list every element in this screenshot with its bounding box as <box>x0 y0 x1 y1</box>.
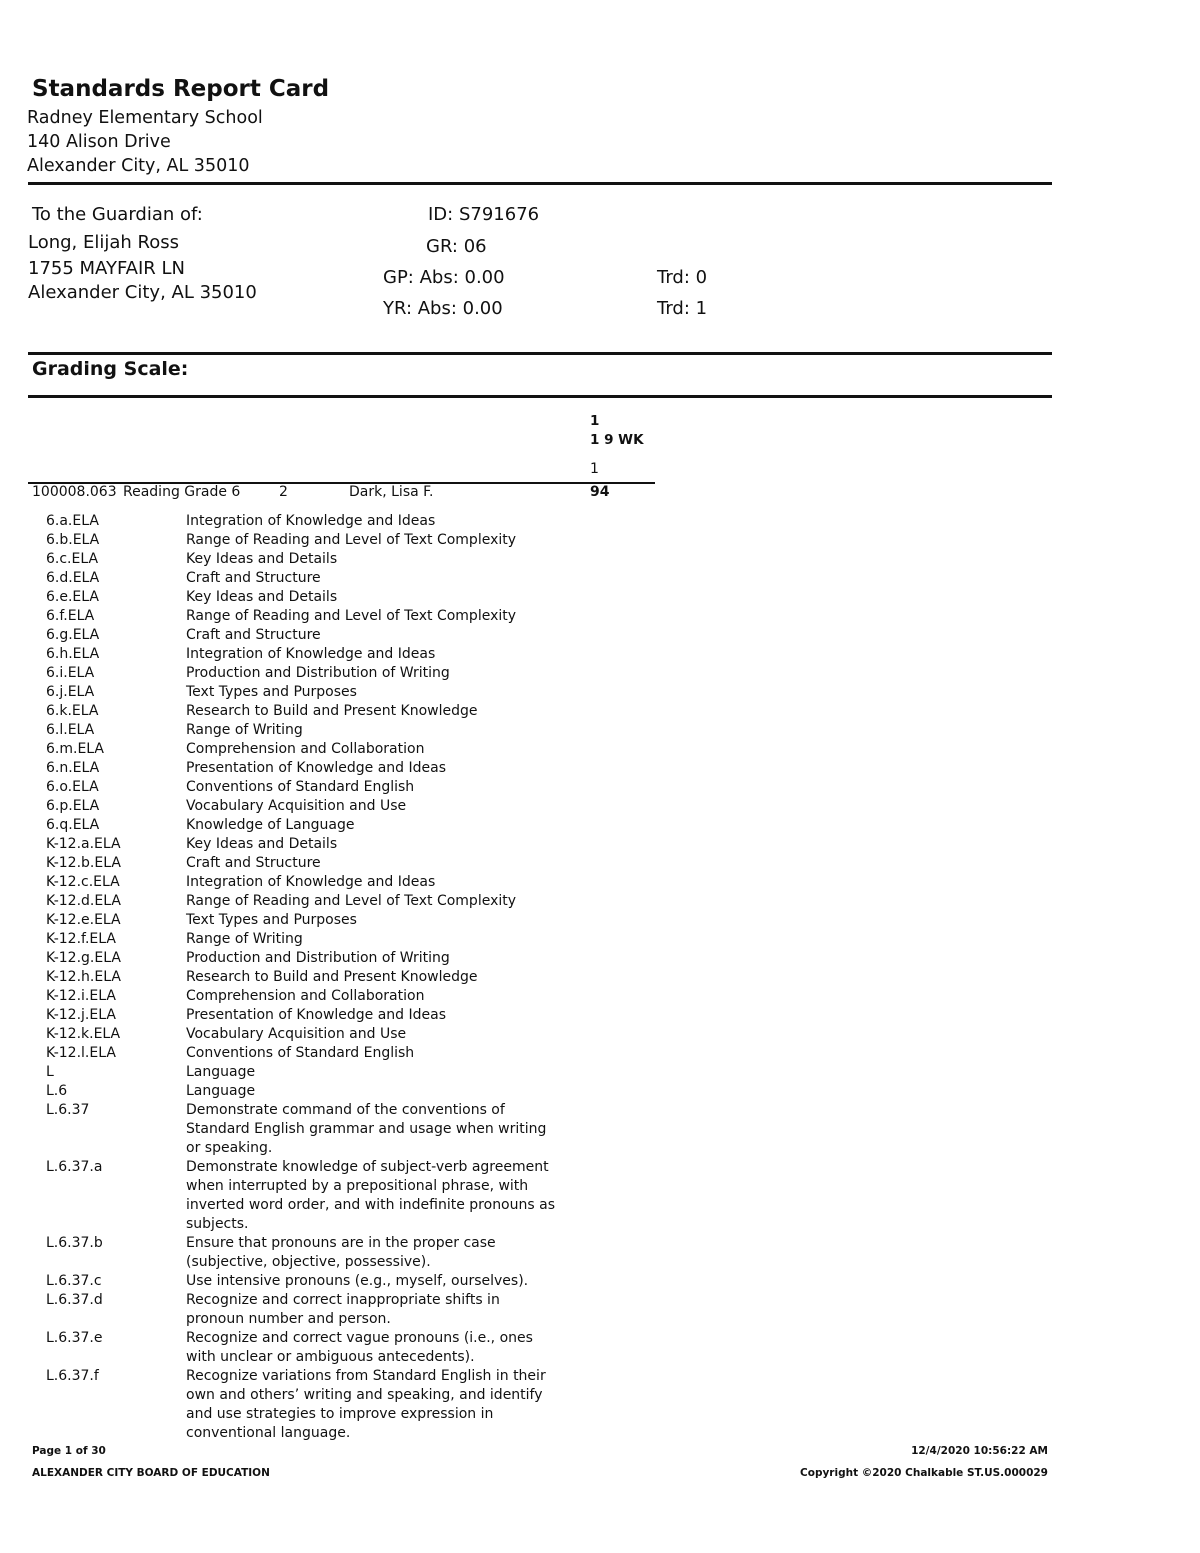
standard-row <box>46 702 606 721</box>
standard-row <box>46 797 606 816</box>
standard-row <box>46 740 606 759</box>
standard-description: Research to Build and Present Knowledge <box>186 969 478 985</box>
standard-code: L <box>46 1064 54 1080</box>
standard-description: Range of Reading and Level of Text Complexity <box>186 532 517 548</box>
standard-description: Craft and Structure <box>186 627 321 643</box>
course-code: 100008.063 <box>32 484 117 500</box>
standard-code: K-12.c.ELA <box>46 874 120 890</box>
standard-row <box>46 626 606 645</box>
standard-code: 6.a.ELA <box>46 513 99 529</box>
standard-description: Production and Distribution of Writing <box>186 950 450 966</box>
standard-code: 6.b.ELA <box>46 532 100 548</box>
standard-code: 6.m.ELA <box>46 741 104 757</box>
grading-period-absences: GP: Abs: 0.00 <box>383 267 505 288</box>
guardian-label: To the Guardian of: <box>32 204 203 225</box>
school-name: Radney Elementary School <box>27 108 263 128</box>
standard-row <box>46 987 606 1006</box>
standard-row <box>46 911 606 930</box>
grading-scale-divider <box>28 395 1052 398</box>
standard-description: Knowledge of Language <box>186 817 355 833</box>
header-divider <box>28 182 1052 185</box>
standard-description: Integration of Knowledge and Ideas <box>186 874 436 890</box>
standard-row <box>46 588 606 607</box>
standard-description: Ensure that pronouns are in the proper case (subjective, objective, possessive). <box>186 1235 496 1270</box>
standard-description: Integration of Knowledge and Ideas <box>186 646 436 662</box>
standard-code: K-12.l.ELA <box>46 1045 116 1061</box>
standard-description: Comprehension and Collaboration <box>186 988 425 1004</box>
standard-row <box>46 550 606 569</box>
standard-row <box>46 1272 606 1291</box>
standard-description: Craft and Structure <box>186 855 321 871</box>
standard-description: Text Types and Purposes <box>186 684 357 700</box>
year-absences: YR: Abs: 0.00 <box>383 298 503 319</box>
standard-row <box>46 569 606 588</box>
standard-code: L.6.37.f <box>46 1368 99 1384</box>
standard-code: 6.h.ELA <box>46 646 100 662</box>
standard-code: L.6.37.b <box>46 1235 103 1251</box>
standard-row <box>46 1006 606 1025</box>
standard-code: K-12.k.ELA <box>46 1026 121 1042</box>
standard-description: Range of Reading and Level of Text Complexity <box>186 893 517 909</box>
standard-row <box>46 1329 606 1367</box>
standard-row <box>46 645 606 664</box>
standard-code: L.6.37.e <box>46 1330 103 1346</box>
standard-description: Key Ideas and Details <box>186 836 338 852</box>
standard-description: Key Ideas and Details <box>186 589 338 605</box>
standard-description: Vocabulary Acquisition and Use <box>186 1026 407 1042</box>
standard-code: K-12.f.ELA <box>46 931 116 947</box>
standard-description: Range of Writing <box>186 722 303 738</box>
standard-row <box>46 778 606 797</box>
standards-list <box>46 512 606 1443</box>
standard-description: Use intensive pronouns (e.g., myself, ourselves). <box>186 1273 529 1289</box>
student-city: Alexander City, AL 35010 <box>28 282 257 303</box>
course-name: Reading Grade 6 <box>123 484 241 500</box>
standard-row <box>46 949 606 968</box>
school-city: Alexander City, AL 35010 <box>27 156 250 176</box>
standard-code: 6.n.ELA <box>46 760 100 776</box>
standard-description: Recognize and correct inappropriate shifts in pronoun number and person. <box>186 1292 500 1327</box>
standard-code: 6.l.ELA <box>46 722 95 738</box>
year-tardies: Trd: 1 <box>657 298 708 319</box>
standard-code: 6.q.ELA <box>46 817 100 833</box>
standard-row <box>46 854 606 873</box>
standard-code: 6.f.ELA <box>46 608 95 624</box>
print-timestamp: 12/4/2020 10:56:22 AM <box>911 1445 1048 1457</box>
standard-code: K-12.i.ELA <box>46 988 116 1004</box>
standard-description: Comprehension and Collaboration <box>186 741 425 757</box>
standard-description: Range of Reading and Level of Text Complexity <box>186 608 517 624</box>
standard-row <box>46 607 606 626</box>
standard-row <box>46 1044 606 1063</box>
standard-description: Production and Distribution of Writing <box>186 665 450 681</box>
page-number: Page 1 of 30 <box>32 1445 106 1457</box>
grading-scale-label: Grading Scale: <box>32 358 189 380</box>
standard-row <box>46 968 606 987</box>
standard-description: Presentation of Knowledge and Ideas <box>186 1007 447 1023</box>
standard-code: 6.i.ELA <box>46 665 95 681</box>
standard-row <box>46 930 606 949</box>
standard-row <box>46 721 606 740</box>
standard-code: 6.p.ELA <box>46 798 100 814</box>
course-grade: 94 <box>590 484 610 500</box>
standard-row <box>46 835 606 854</box>
standard-description: Text Types and Purposes <box>186 912 357 928</box>
standard-description: Range of Writing <box>186 931 303 947</box>
standard-description: Research to Build and Present Knowledge <box>186 703 478 719</box>
standard-description: Demonstrate knowledge of subject-verb agreement when interrupted by a prepositional phrase, with inverted word order, and with indefinite pronouns as subjects. <box>186 1159 555 1232</box>
standard-row <box>46 683 606 702</box>
student-id: ID: S791676 <box>428 204 540 225</box>
standard-code: K-12.h.ELA <box>46 969 121 985</box>
standard-code: 6.e.ELA <box>46 589 99 605</box>
standard-code: L.6.37 <box>46 1102 90 1118</box>
standard-code: L.6.37.d <box>46 1292 103 1308</box>
standard-code: K-12.g.ELA <box>46 950 121 966</box>
standard-row <box>46 873 606 892</box>
standard-row <box>46 1158 606 1234</box>
standard-code: L.6 <box>46 1083 68 1099</box>
board-name: ALEXANDER CITY BOARD OF EDUCATION <box>32 1467 270 1479</box>
standard-code: 6.k.ELA <box>46 703 99 719</box>
student-street: 1755 MAYFAIR LN <box>28 258 186 279</box>
standard-row <box>46 1025 606 1044</box>
standard-row <box>46 759 606 778</box>
column-header-period: 1 <box>590 413 600 429</box>
standard-code: 6.j.ELA <box>46 684 95 700</box>
student-grade-level: GR: 06 <box>426 236 487 257</box>
school-street: 140 Alison Drive <box>27 132 171 152</box>
standard-code: 6.g.ELA <box>46 627 100 643</box>
report-title: Standards Report Card <box>32 76 330 102</box>
standard-row <box>46 664 606 683</box>
standard-code: L.6.37.a <box>46 1159 103 1175</box>
standard-row <box>46 892 606 911</box>
standard-description: Recognize and correct vague pronouns (i.e., ones with unclear or ambiguous antecedents). <box>186 1330 533 1365</box>
copyright: Copyright ©2020 Chalkable ST.US.000029 <box>800 1467 1048 1479</box>
standard-description: Conventions of Standard English <box>186 1045 415 1061</box>
standard-row <box>46 1367 606 1443</box>
standard-description: Integration of Knowledge and Ideas <box>186 513 436 529</box>
standard-row <box>46 1101 606 1158</box>
standard-row <box>46 512 606 531</box>
standard-description: Demonstrate command of the conventions of Standard English grammar and usage when writing or speaking. <box>186 1102 547 1156</box>
standard-row <box>46 1234 606 1272</box>
standard-code: K-12.b.ELA <box>46 855 121 871</box>
course-section: 2 <box>279 484 288 500</box>
standard-description: Recognize variations from Standard English in their own and others’ writing and speaking, and identify and use strategies to improve expression in conventional language. <box>186 1368 546 1441</box>
standard-code: L.6.37.c <box>46 1273 102 1289</box>
standard-description: Key Ideas and Details <box>186 551 338 567</box>
column-header-term: 1 9 WK <box>590 432 644 448</box>
student-divider <box>28 352 1052 355</box>
standard-description: Conventions of Standard English <box>186 779 415 795</box>
standard-row <box>46 531 606 550</box>
course-teacher: Dark, Lisa F. <box>349 484 434 500</box>
standard-description: Language <box>186 1064 256 1080</box>
standard-code: K-12.a.ELA <box>46 836 121 852</box>
standard-row <box>46 816 606 835</box>
standard-code: 6.c.ELA <box>46 551 99 567</box>
course-divider <box>28 482 655 484</box>
standard-description: Language <box>186 1083 256 1099</box>
grading-period-tardies: Trd: 0 <box>657 267 708 288</box>
standard-row <box>46 1063 606 1082</box>
standard-code: K-12.d.ELA <box>46 893 121 909</box>
column-header-sub: 1 <box>590 461 599 477</box>
student-name: Long, Elijah Ross <box>28 232 180 253</box>
standard-code: K-12.j.ELA <box>46 1007 116 1023</box>
standard-description: Vocabulary Acquisition and Use <box>186 798 407 814</box>
standard-row <box>46 1291 606 1329</box>
standard-code: K-12.e.ELA <box>46 912 121 928</box>
standard-description: Craft and Structure <box>186 570 321 586</box>
standard-row <box>46 1082 606 1101</box>
standard-code: 6.o.ELA <box>46 779 99 795</box>
standard-code: 6.d.ELA <box>46 570 100 586</box>
standard-description: Presentation of Knowledge and Ideas <box>186 760 447 776</box>
